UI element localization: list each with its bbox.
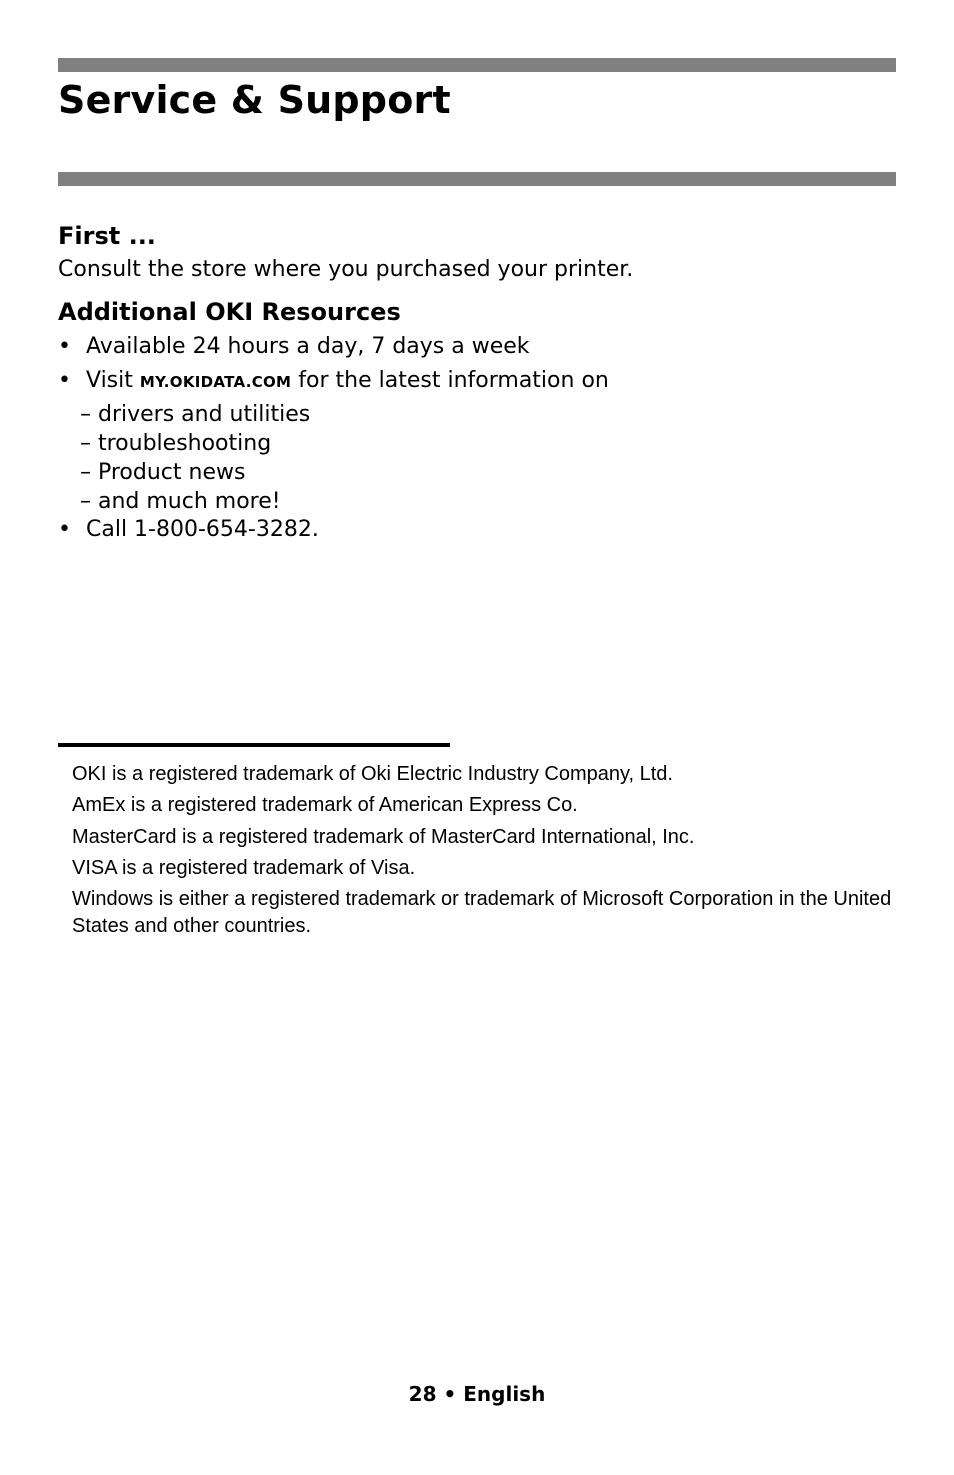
sub-item: – drivers and utilities — [80, 402, 311, 427]
footnote-visa: VISA is a registered trademark of Visa. — [72, 857, 416, 879]
call-text: Call 1-800-654-3282. — [86, 517, 319, 542]
first-text: Consult the store where you purchased your printer. — [58, 257, 634, 282]
visit-suffix: for the latest information on — [298, 368, 609, 393]
first-heading: First ... — [58, 222, 156, 250]
footer-language: English — [463, 1382, 546, 1406]
bullet-availability-text: Available 24 hours a day, 7 days a week — [86, 334, 530, 359]
footnote-windows: Windows is either a registered trademark or trademark of Microsoft Corporation in the United States and other countries. — [72, 888, 892, 937]
page-number: 28 — [408, 1382, 437, 1406]
footnote-mastercard: MasterCard is a registered trademark of MasterCard International, Inc. — [72, 826, 695, 848]
page-title: Service & Support — [58, 78, 451, 122]
footer-separator: • — [443, 1382, 457, 1406]
bullet-dot: • — [58, 517, 71, 542]
bullet-call — [58, 515, 319, 544]
page-footer — [0, 1381, 954, 1407]
footnote-oki: OKI is a registered trademark of Oki Electric Industry Company, Ltd. — [72, 763, 673, 785]
title-divider — [58, 172, 896, 186]
sub-item: – and much more! — [80, 489, 281, 514]
footnote-amex: AmEx is a registered trademark of American Express Co. — [72, 794, 578, 816]
bullet-availability — [58, 332, 530, 361]
footnote-divider — [58, 743, 450, 747]
resources-heading: Additional OKI Resources — [58, 298, 401, 326]
bullet-dot: • — [58, 368, 71, 393]
okidata-link[interactable]: MY.OKIDATA.COM — [139, 373, 292, 391]
bullet-visit — [58, 366, 609, 397]
top-divider — [58, 58, 896, 72]
sub-item: – Product news — [80, 460, 246, 485]
visit-prefix: Visit — [86, 368, 133, 393]
sub-item: – troubleshooting — [80, 431, 272, 456]
bullet-dot: • — [58, 334, 71, 359]
